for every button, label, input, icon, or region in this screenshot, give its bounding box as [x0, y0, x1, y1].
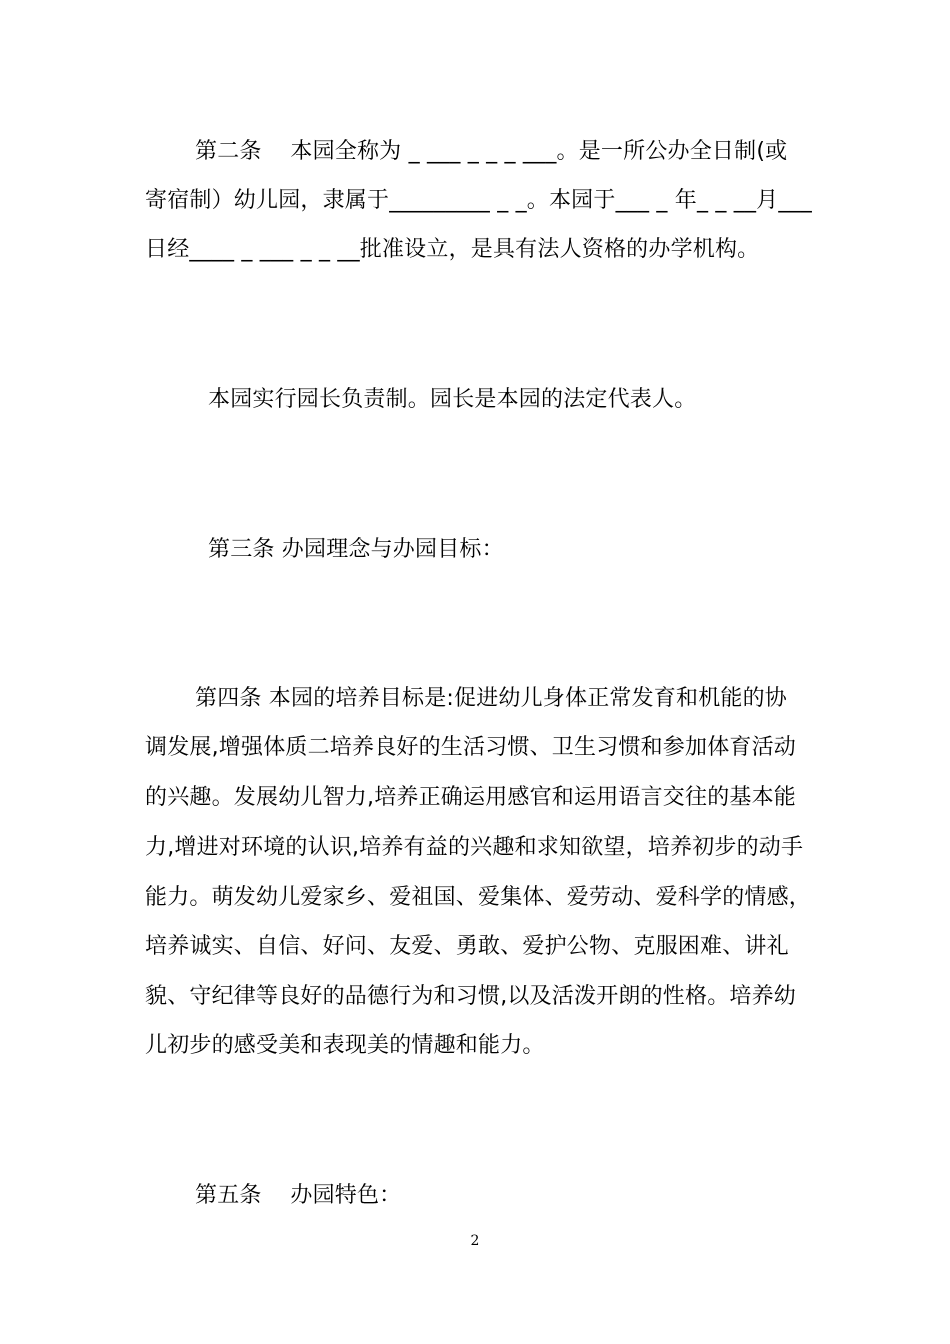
article2-line-1: 第二条 本园全称为 _ ___ _ _ _ ___。是一所公办全日制(或 [195, 139, 788, 164]
article4-line-5: 能力。萌发幼儿爱家乡、爱祖国、爱集体、爱劳动、爱科学的情感， [145, 885, 812, 910]
article4-line-3: 的兴趣。发展幼儿智力,培养正确运用感官和运用语言交往的基本能 [145, 785, 796, 810]
principal-paragraph: 本园实行园长负责制。园长是本园的法定代表人。 [208, 387, 697, 412]
article4-line-6: 培养诚实、自信、好问、友爱、勇敢、爱护公物、克服困难、讲礼 [145, 934, 789, 959]
article4-line-2: 调发展,增强体质二培养良好的生活习惯、卫生习惯和参加体育活动 [145, 735, 796, 760]
article4-line-8: 儿初步的感受美和表现美的情趣和能力。 [145, 1033, 545, 1058]
article5-heading: 第五条 办园特色： [195, 1183, 402, 1208]
article4-line-7: 貌、守纪律等良好的品德行为和习惯,以及活泼开朗的性格。培养幼 [145, 984, 796, 1009]
article3-heading: 第三条 办园理念与办园目标： [208, 537, 504, 562]
page-number: 2 [470, 1233, 480, 1249]
article2-line-3: 日经____ _ ___ _ _ __批准设立，是具有法人资格的办学机构。 [145, 237, 760, 262]
article2-line-2: 寄宿制）幼儿园，隶属于_________ _ _。本园于___ _ 年_ _ __月___ [145, 188, 812, 213]
article4-line-1: 第四条 本园的培养目标是:促进幼儿身体正常发育和机能的协 [195, 686, 788, 711]
article4-line-4: 力,增进对环境的认识,培养有益的兴趣和求知欲望，培养初步的动手 [145, 835, 804, 860]
